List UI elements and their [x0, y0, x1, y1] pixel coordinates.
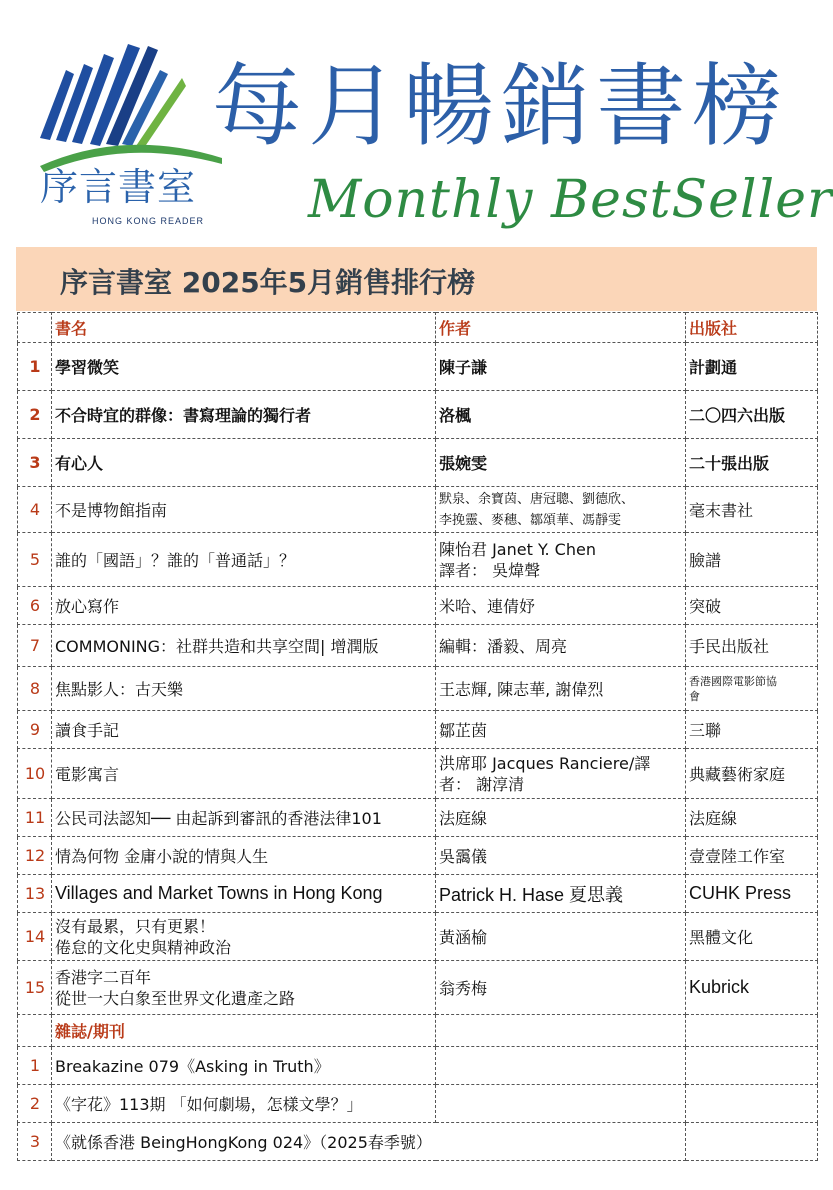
- text-line: 李挽靈、麥穗、鄒頌華、馮靜雯: [439, 512, 622, 528]
- rank-number: 13: [18, 875, 52, 913]
- book-author: Patrick H. Hase 夏思義: [436, 875, 686, 913]
- text-line: 者： 謝淳清: [439, 774, 525, 794]
- book-row: [18, 799, 818, 837]
- rank-number: 15: [18, 961, 52, 1015]
- magazine-title: 《字花》113期 「如何劇場，怎樣文學？」: [52, 1085, 436, 1123]
- book-author: [436, 749, 686, 799]
- ranking-banner: [16, 247, 817, 311]
- book-row: [18, 625, 818, 667]
- bestseller-table: [17, 312, 818, 1161]
- book-author: 黃涵榆: [436, 913, 686, 961]
- open-book-icon: [36, 40, 226, 180]
- book-author: 王志輝, 陳志華, 謝偉烈: [436, 667, 686, 711]
- text-line: 默泉、余寶茵、唐冠聰、劉德欣、: [439, 491, 635, 507]
- rank-number: 8: [18, 667, 52, 711]
- book-author: 翁秀梅: [436, 961, 686, 1015]
- book-title: 學習微笑: [52, 343, 436, 391]
- magazine-row: [18, 1047, 818, 1085]
- page-title: 每月暢銷書榜: [212, 54, 788, 159]
- book-row: [18, 391, 818, 439]
- book-row: [18, 961, 818, 1015]
- book-row: [18, 875, 818, 913]
- rank-number: 4: [18, 487, 52, 533]
- book-title: 公民司法認知── 由起訴到審訊的香港法律101: [52, 799, 436, 837]
- book-author: 編輯：潘毅、周亮: [436, 625, 686, 667]
- book-author: 洛楓: [436, 391, 686, 439]
- rank-number: 5: [18, 533, 52, 587]
- book-title: 不是博物館指南: [52, 487, 436, 533]
- text-line: 從世一大白象至世界文化遺產之路: [55, 988, 296, 1008]
- empty-cell: [436, 1047, 686, 1085]
- logo-name: 序言書室: [40, 165, 197, 209]
- logo-subtitle: HONG KONG READER: [92, 216, 205, 226]
- book-publisher: 手民出版社: [686, 625, 818, 667]
- book-row: [18, 533, 818, 587]
- book-publisher: 毫末書社: [686, 487, 818, 533]
- book-publisher: 黑體文化: [686, 913, 818, 961]
- banner-title: 序言書室 2025年5月銷售排行榜: [60, 266, 476, 299]
- book-author: [436, 487, 686, 533]
- text-line: 香港字二百年: [55, 967, 152, 987]
- magazine-title: Breakazine 079《Asking in Truth》: [52, 1047, 436, 1085]
- book-title: 電影寓言: [52, 749, 436, 799]
- book-publisher: 臉譜: [686, 533, 818, 587]
- book-publisher: 三聯: [686, 711, 818, 749]
- column-header-author: 作者: [436, 313, 686, 343]
- text-line: 沒有最累，只有更累！: [55, 916, 216, 936]
- rank-number: 7: [18, 625, 52, 667]
- book-row: [18, 711, 818, 749]
- column-header-title: 書名: [52, 313, 436, 343]
- book-publisher: [686, 667, 818, 711]
- magazine-header-row: [18, 1015, 818, 1047]
- magazine-section-title: 雜誌/期刊: [52, 1015, 436, 1047]
- rank-number: 1: [18, 1047, 52, 1085]
- book-author: [436, 533, 686, 587]
- empty-cell: [436, 1085, 686, 1123]
- book-row: [18, 749, 818, 799]
- rank-number: 2: [18, 391, 52, 439]
- text-line: 香港國際電影節協: [689, 674, 777, 688]
- empty-cell: [686, 1015, 818, 1047]
- book-row: [18, 913, 818, 961]
- book-title: 放心寫作: [52, 587, 436, 625]
- rank-number: 12: [18, 837, 52, 875]
- magazine-row: [18, 1123, 818, 1161]
- book-row: [18, 439, 818, 487]
- page-subtitle: Monthly BestSeller: [308, 170, 833, 230]
- book-author: 陳子謙: [436, 343, 686, 391]
- book-title: 有心人: [52, 439, 436, 487]
- rank-number: 3: [18, 439, 52, 487]
- book-title: 讀食手記: [52, 711, 436, 749]
- table-header-row: [18, 313, 818, 343]
- header-rank-cell: [18, 313, 52, 343]
- column-header-publisher: 出版社: [686, 313, 818, 343]
- book-publisher: 壹壹陸工作室: [686, 837, 818, 875]
- text-line: 洪席耶 Jacques Ranciere/譯: [439, 753, 651, 773]
- text-line: 譯者： 吳煒聲: [439, 560, 541, 580]
- book-row: [18, 487, 818, 533]
- empty-cell: [18, 1015, 52, 1047]
- book-author: 張婉雯: [436, 439, 686, 487]
- book-title: 焦點影人：古天樂: [52, 667, 436, 711]
- empty-cell: [686, 1047, 818, 1085]
- book-row: [18, 667, 818, 711]
- book-publisher: 突破: [686, 587, 818, 625]
- book-title: 誰的「國語」？誰的「普通話」？: [52, 533, 436, 587]
- rank-number: 6: [18, 587, 52, 625]
- rank-number: 10: [18, 749, 52, 799]
- empty-cell: [686, 1085, 818, 1123]
- rank-number: 1: [18, 343, 52, 391]
- empty-cell: [436, 1015, 686, 1047]
- book-author: 法庭線: [436, 799, 686, 837]
- empty-cell: [686, 1123, 818, 1161]
- magazine-row: [18, 1085, 818, 1123]
- book-publisher: 二〇四六出版: [686, 391, 818, 439]
- rank-number: 14: [18, 913, 52, 961]
- book-publisher: 典藏藝術家庭: [686, 749, 818, 799]
- book-publisher: 法庭線: [686, 799, 818, 837]
- book-author: 吳靄儀: [436, 837, 686, 875]
- book-title: 情為何物 金庸小說的情與人生: [52, 837, 436, 875]
- book-row: [18, 587, 818, 625]
- text-line: 倦怠的文化史與精神政治: [55, 937, 232, 957]
- book-title: [52, 961, 436, 1015]
- book-title: COMMONING：社群共造和共享空間| 增潤版: [52, 625, 436, 667]
- book-title: 不合時宜的群像：書寫理論的獨行者: [52, 391, 436, 439]
- text-line: 陳怡君 Janet Y. Chen: [439, 539, 596, 559]
- magazine-title: 《就係香港 BeingHongKong 024》（2025春季號）: [52, 1123, 686, 1161]
- book-row: [18, 343, 818, 391]
- book-title: [52, 913, 436, 961]
- book-author: 鄒芷茵: [436, 711, 686, 749]
- rank-number: 9: [18, 711, 52, 749]
- book-publisher: 二十張出版: [686, 439, 818, 487]
- book-publisher: CUHK Press: [686, 875, 818, 913]
- rank-number: 11: [18, 799, 52, 837]
- book-row: [18, 837, 818, 875]
- rank-number: 2: [18, 1085, 52, 1123]
- book-publisher: Kubrick: [686, 961, 818, 1015]
- book-publisher: 計劃通: [686, 343, 818, 391]
- book-title: Villages and Market Towns in Hong Kong: [52, 875, 436, 913]
- rank-number: 3: [18, 1123, 52, 1161]
- text-line: 會: [689, 689, 700, 703]
- book-author: 米哈、連倩妤: [436, 587, 686, 625]
